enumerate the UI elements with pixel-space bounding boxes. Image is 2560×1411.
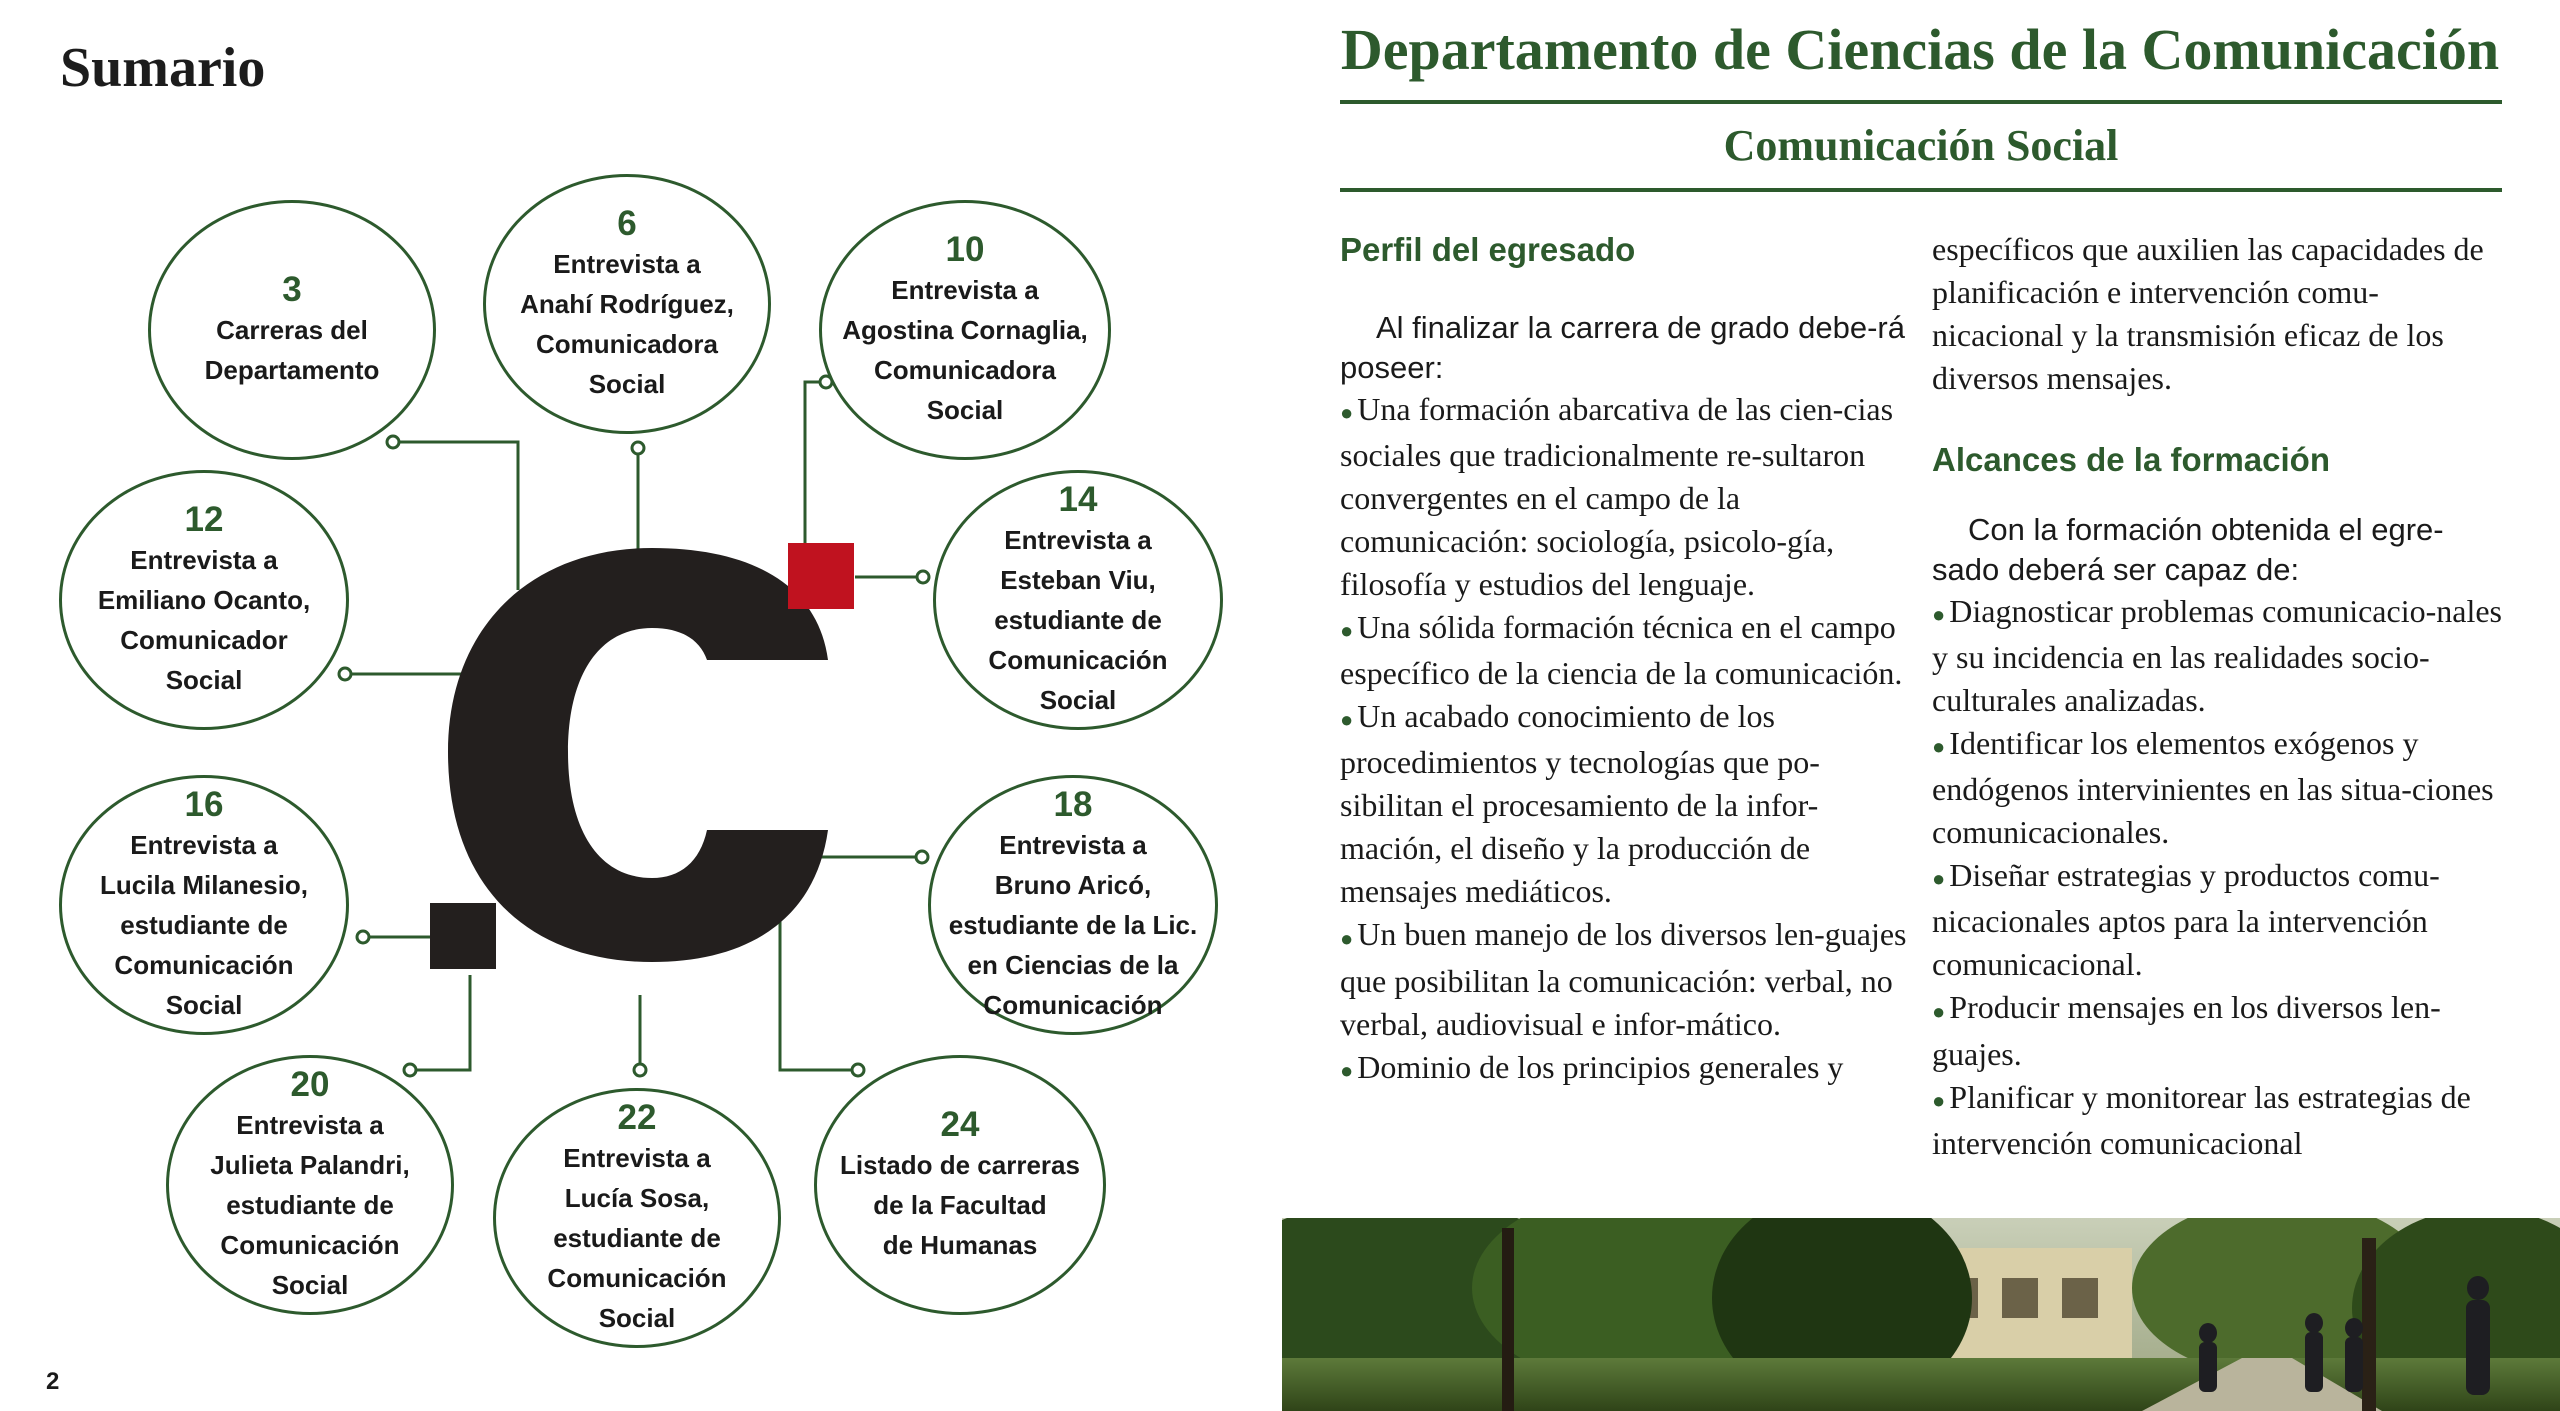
- sumario-item-label: Entrevista a Esteban Viu, estudiante de Comunicación Social: [988, 525, 1168, 715]
- bullet-dot-icon: ●: [1932, 998, 1946, 1024]
- bullet-dot-icon: ●: [1340, 618, 1354, 644]
- sumario-item-label: Carreras del Departamento: [204, 315, 380, 385]
- right-page: [1282, 0, 2560, 1411]
- perfil-bullet: [1340, 388, 1910, 606]
- campus-photo-illustration: [1282, 1218, 2560, 1411]
- alcances-bullet: [1932, 590, 2502, 722]
- bullet-dot-icon: ●: [1932, 1087, 1946, 1113]
- perfil-bullet: [1340, 695, 1910, 913]
- perfil-heading: Perfil del egresado: [1340, 231, 1636, 268]
- alcances-bullet-list: [1932, 590, 2502, 1165]
- sumario-item-22: [493, 1088, 781, 1348]
- connector-24: [780, 915, 858, 1070]
- sumario-item-14: [933, 470, 1223, 730]
- perfil-continuation: específicos que auxilien las capacidades de planificación e intervención comu-nicacional y la transmisión eficaz de los diversos mensajes.: [1932, 231, 2484, 396]
- sumario-item-page-number: 14: [1058, 480, 1098, 519]
- sumario-item-page-number: 10: [945, 230, 985, 269]
- page-number: 2: [46, 1368, 60, 1395]
- bullet-dot-icon: ●: [1932, 734, 1946, 760]
- sumario-item-label: Entrevista a Julieta Palandri, estudiante de Comunicación Social: [210, 1110, 410, 1300]
- career-subtitle: Comunicación Social: [1723, 121, 2119, 170]
- department-title: Departamento de Ciencias de la Comunicación: [1340, 17, 2500, 82]
- alcances-heading: Alcances de la formación: [1932, 441, 2330, 478]
- alcances-bullet-text: Identificar los elementos exógenos y endógenos intervinientes en las situa-ciones comunicacionales.: [1932, 725, 2494, 851]
- connector-20: [410, 975, 470, 1070]
- sumario-item-page-number: 24: [940, 1105, 980, 1144]
- sumario-item-label: Entrevista a Lucía Sosa, estudiante de Comunicación Social: [547, 1143, 727, 1333]
- logo-c-shape: [448, 548, 828, 962]
- perfil-bullet: [1340, 1046, 1910, 1092]
- perfil-bullet-text: Un buen manejo de los diversos len-guajes que posibilitan la comunicación: verbal, no verbal, audiovisual e infor-mático.: [1340, 916, 1907, 1042]
- connector-3: [393, 442, 518, 590]
- alcances-intro: Con la formación obtenida el egre-sado deberá ser capaz de:: [1932, 512, 2444, 587]
- sumario-title: Sumario: [60, 37, 266, 99]
- sumario-item-page-number: 16: [184, 785, 224, 824]
- perfil-bullet: [1340, 913, 1910, 1045]
- campus-photo: [1282, 1218, 2560, 1411]
- sumario-item-label: Entrevista a Bruno Aricó, estudiante de la Lic. en Ciencias de la Comunicación: [948, 830, 1198, 1020]
- sumario-item-6: [483, 174, 771, 434]
- perfil-bullet: [1340, 606, 1910, 695]
- connector-10: [805, 382, 826, 545]
- perfil-bullet-list: [1340, 388, 1910, 1092]
- perfil-bullet-text: Dominio de los principios generales y: [1357, 1048, 1844, 1085]
- bullet-dot-icon: ●: [1340, 400, 1354, 426]
- column-right: [1932, 228, 2502, 1165]
- perfil-bullet-text: Una sólida formación técnica en el campo específico de la ciencia de la comunicación.: [1340, 609, 1903, 692]
- title-rule-bottom: [1340, 188, 2502, 192]
- sumario-item-12: [59, 470, 349, 730]
- alcances-bullet: [1932, 854, 2502, 986]
- sumario-item-3: [148, 200, 436, 460]
- title-rule-top: [1340, 100, 2502, 104]
- sumario-item-page-number: 18: [1053, 785, 1093, 824]
- sumario-item-label: Entrevista a Lucila Milanesio, estudiante de Comunicación Social: [99, 830, 309, 1020]
- logo-c-mark: [430, 543, 854, 969]
- bullet-dot-icon: ●: [1932, 602, 1946, 628]
- sumario-item-20: [166, 1055, 454, 1315]
- sumario-item-10: [819, 200, 1111, 460]
- sumario-item-label: Entrevista a Emiliano Ocanto, Comunicador Social: [97, 545, 311, 695]
- sumario-item-label: Entrevista a Anahí Rodríguez, Comunicadora Social: [520, 249, 734, 399]
- sumario-item-page-number: 12: [184, 500, 224, 539]
- sumario-item-page-number: 20: [290, 1065, 330, 1104]
- perfil-intro: Al finalizar la carrera de grado debe-rá poseer:: [1340, 310, 1905, 385]
- sumario-item-page-number: 6: [617, 204, 637, 243]
- connector-end-dots: [339, 376, 929, 1076]
- column-left: [1340, 228, 1910, 1092]
- sumario-item-18: [928, 775, 1218, 1035]
- perfil-bullet-text: Una formación abarcativa de las cien-cias sociales que tradicionalmente re-sultaron convergentes en el campo de la comunicación: sociología, psicolo-gía, filosofía y estudios del lenguaje.: [1340, 391, 1894, 603]
- sumario-item-page-number: 3: [282, 270, 302, 309]
- bullet-dot-icon: ●: [1932, 866, 1946, 892]
- logo-black-square: [430, 903, 496, 969]
- sumario-item-label: Entrevista a Agostina Cornaglia, Comunicadora Social: [842, 275, 1088, 425]
- alcances-bullet-text: Producir mensajes en los diversos len-guajes.: [1932, 989, 2441, 1072]
- alcances-bullet-text: Diagnosticar problemas comunicacio-nales y su incidencia en las realidades socio-culturales analizadas.: [1932, 593, 2502, 719]
- perfil-bullet-text: Un acabado conocimiento de los procedimientos y tecnologías que po-sibilitan el procesamiento de la infor-mación, el diseño y la producción de mensajes mediáticos.: [1340, 698, 1820, 910]
- alcances-bullet: [1932, 1076, 2502, 1165]
- alcances-bullet: [1932, 986, 2502, 1075]
- bullet-dot-icon: ●: [1340, 1057, 1354, 1083]
- bullet-dot-icon: ●: [1340, 925, 1354, 951]
- logo-red-square: [788, 543, 854, 609]
- sumario-item-24: [814, 1055, 1106, 1315]
- sumario-item-page-number: 22: [617, 1098, 657, 1137]
- alcances-bullet: [1932, 722, 2502, 854]
- sumario-item-16: [59, 775, 349, 1035]
- alcances-bullet-text: Planificar y monitorear las estrategias de intervención comunicacional: [1932, 1078, 2471, 1161]
- sumario-item-label: Listado de carreras de la Facultad de Humanas: [840, 1150, 1080, 1260]
- alcances-bullet-text: Diseñar estrategias y productos comu-nicacionales aptos para la intervención comunicacional.: [1932, 857, 2440, 983]
- bullet-dot-icon: ●: [1340, 707, 1354, 733]
